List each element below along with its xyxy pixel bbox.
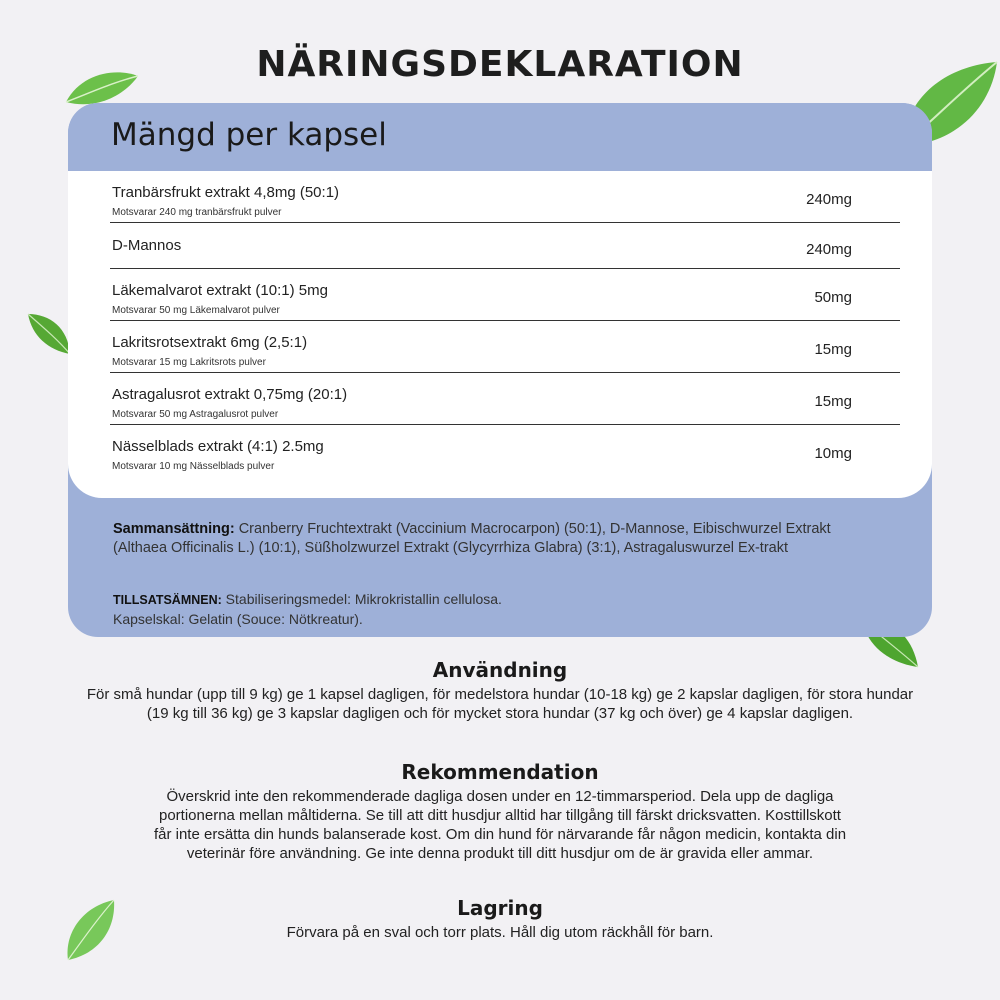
composition-body: Cranberry Fruchtextrakt (Vaccinium Macrocarpon) (50:1), D-Mannose, Eibischwurzel Extrakt (Althaea Officinalis L.) (10:1), Süßholzwurzel Extrakt (Glycyrrhiza Glabra) (3:1), Astragaluswurzel Ex-trakt (113, 521, 831, 556)
ingredient-name: Lakritsrotsextrakt 6mg (2,5:1) (112, 334, 308, 351)
recommendation-text: Överskrid inte den rekommenderade dagliga dosen under en 12-timmarsperiod. Dela upp de dagliga portionerna mellan måltiderna. Se till att ditt husdjur alltid har tillgång till färskt dricksvatten. Kosttillskott får inte ersätta din hunds balanserade kost. Om din hund för närvarande får någon medicin, kontakta din veterinär före användning. Ge inte denna produkt till ditt husdjur om de är gravida eller ammar. (153, 788, 847, 862)
storage-section (80, 896, 920, 942)
usage-heading: Användning (432, 658, 568, 682)
ingredient-amount: 50mg (814, 289, 852, 306)
ingredient-amount: 15mg (814, 393, 852, 410)
card-heading: Mängd per kapsel (111, 117, 387, 153)
ingredient-name: Tranbärsfrukt extrakt 4,8mg (50:1) (112, 184, 340, 201)
composition-text (113, 520, 853, 557)
ingredient-amount: 240mg (806, 241, 852, 258)
ingredient-amount: 15mg (814, 341, 852, 358)
ingredient-amount: 240mg (806, 191, 852, 208)
ingredient-note: Motsvarar 10 mg Nässelblads pulver (112, 461, 275, 472)
ingredient-amount: 10mg (814, 445, 852, 462)
card-header (68, 103, 932, 171)
ingredient-note: Motsvarar 15 mg Lakritsrots pulver (112, 357, 266, 368)
recommendation-heading: Rekommendation (401, 760, 599, 784)
ingredient-name: Nässelblads extrakt (4:1) 2.5mg (112, 438, 324, 455)
additives-text (113, 590, 853, 628)
ingredient-name: D-Mannos (112, 237, 182, 254)
ingredient-note: Motsvarar 240 mg tranbärsfrukt pulver (112, 207, 282, 218)
ingredient-note: Motsvarar 50 mg Astragalusrot pulver (112, 409, 279, 420)
table-row (110, 223, 900, 269)
ingredient-note: Motsvarar 50 mg Läkemalvarot pulver (112, 305, 280, 316)
storage-heading: Lagring (457, 896, 543, 920)
additives-body: Stabiliseringsmedel: Mikrokristallin cellulosa. (221, 591, 502, 607)
nutrition-table (68, 171, 932, 498)
table-row (110, 171, 900, 223)
page-title: NÄRINGSDEKLARATION (256, 44, 744, 85)
leaf-icon (26, 310, 74, 358)
additives-line2: Kapselskal: Gelatin (Souce: Nötkreatur). (113, 610, 363, 627)
usage-text: För små hundar (upp till 9 kg) ge 1 kapsel dagligen, för medelstora hundar (10-18 kg) ge 2 kapslar dagligen, för stora hundar (19 kg till 36 kg) ge 3 kapslar dagligen och för mycket stora hundar (37 kg och över) ge 4 kapslar dagligen. (86, 686, 914, 722)
table-row (110, 373, 900, 425)
table-row (110, 425, 900, 476)
table-row (110, 269, 900, 321)
usage-section (80, 658, 920, 723)
additives-label: TILLSATSÄMNEN: (113, 593, 222, 607)
storage-text: Förvara på en sval och torr plats. Håll dig utom räckhåll för barn. (286, 924, 714, 941)
recommendation-section (150, 760, 850, 863)
table-row (110, 321, 900, 373)
ingredient-name: Läkemalvarot extrakt (10:1) 5mg (112, 282, 328, 299)
composition-label: Sammansättning: (113, 521, 235, 537)
ingredient-name: Astragalusrot extrakt 0,75mg (20:1) (112, 386, 348, 403)
